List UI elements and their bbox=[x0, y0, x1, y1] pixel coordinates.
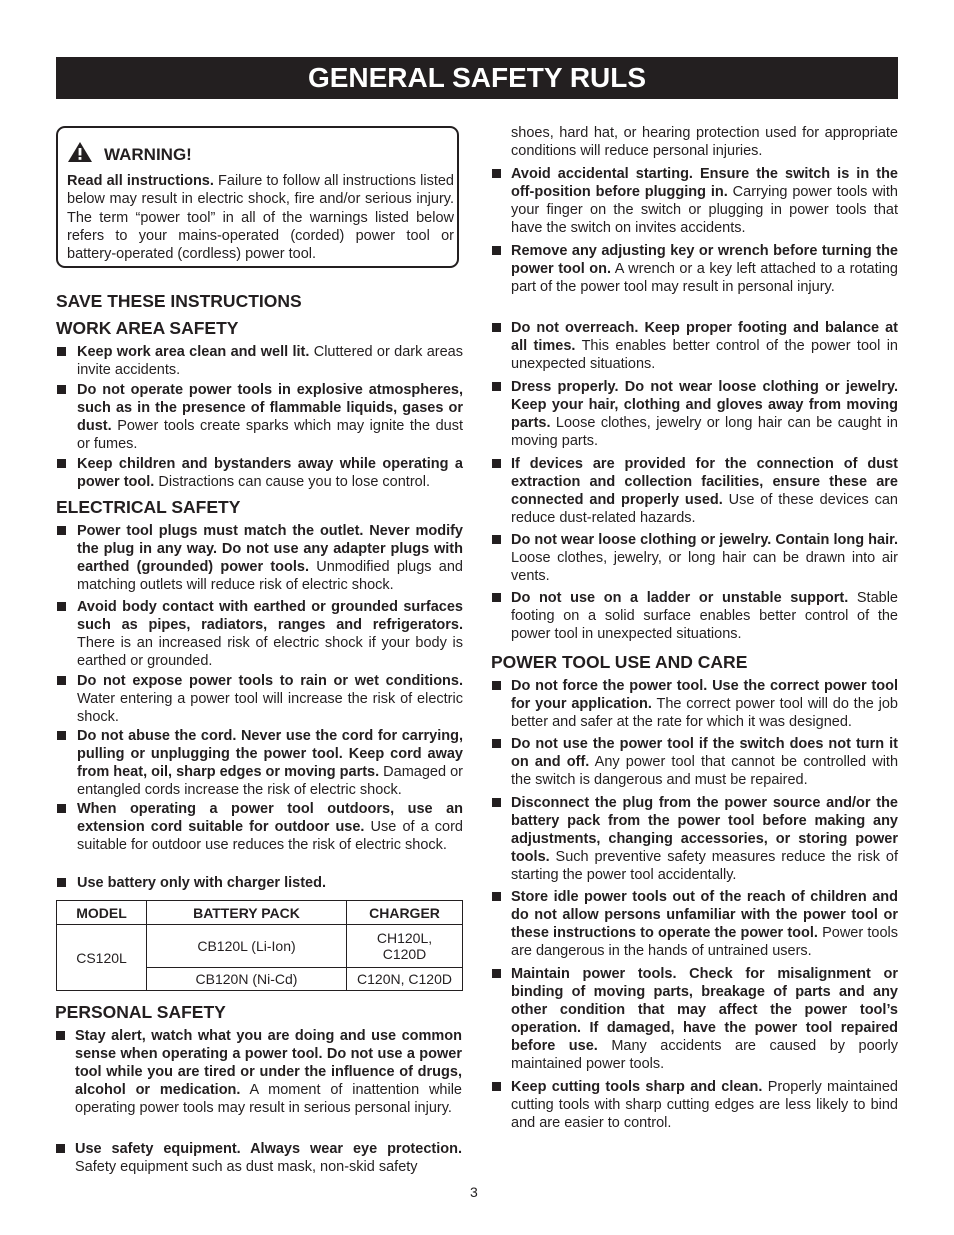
bullet-icon bbox=[492, 969, 501, 978]
bullet-icon bbox=[57, 602, 66, 611]
bullet-icon bbox=[492, 798, 501, 807]
power-tool-use-heading: POWER TOOL USE AND CARE bbox=[491, 652, 748, 672]
table-cell: CB120L (Li-Ion) bbox=[147, 925, 347, 968]
bullet-icon bbox=[57, 347, 66, 356]
bullet-icon bbox=[57, 731, 66, 740]
list-item-continued: shoes, hard hat, or hearing protection used for appropriate conditions will reduce personal injuries. bbox=[511, 125, 898, 159]
list-item: Do not use the power tool if the switch does not turn it on and off. Any power tool that cannot be controlled with the switch is dangerous and must be repaired. bbox=[511, 736, 899, 788]
bullet-icon bbox=[492, 246, 501, 255]
list-item: If devices are provided for the connection of dust extraction and collection facilities, ensure these are connected and properly used. Use of these devices can reduce dust-related hazards. bbox=[511, 456, 898, 526]
bullet-icon bbox=[492, 593, 501, 602]
bullet-icon bbox=[492, 892, 501, 901]
bullet-icon bbox=[57, 878, 66, 887]
bullet-icon bbox=[492, 169, 501, 178]
table-header: BATTERY PACK bbox=[147, 901, 347, 925]
list-item: Dress properly. Do not wear loose clothing or jewelry. Keep your hair, clothing and gloves away from moving parts. Loose clothes, jewelry or long hair can be caught in moving parts. bbox=[511, 379, 898, 449]
bullet-icon bbox=[492, 323, 501, 332]
bullet-icon bbox=[57, 459, 66, 468]
table-cell: CB120N (Ni-Cd) bbox=[147, 968, 347, 991]
list-item: Use battery only with charger listed. bbox=[77, 875, 326, 891]
battery-charger-table bbox=[56, 900, 463, 991]
list-item: Disconnect the plug from the power source and/or the battery pack from the power tool before making any adjustments, changing accessories, or storing power tools. Such preventive safety measures reduce the risk of starting the power tool accidentally. bbox=[511, 795, 898, 883]
bullet-icon bbox=[57, 385, 66, 394]
list-item: Power tool plugs must match the outlet. Never modify the plug in any way. Do not use any adapter plugs with earthed (grounded) power tools. Unmodified plugs and matching outlets will reduce risk of electric shock. bbox=[77, 523, 463, 593]
bullet-icon bbox=[57, 526, 66, 535]
list-item: Do not force the power tool. Use the correct power tool for your application. The correct power tool will do the job better and safer at the rate for which it was designed. bbox=[511, 678, 898, 730]
list-item: Do not operate power tools in explosive atmospheres, such as in the presence of flammable liquids, gases or dust. Power tools create sparks which may ignite the dust or fumes. bbox=[77, 382, 463, 452]
personal-safety-heading: PERSONAL SAFETY bbox=[55, 1002, 226, 1022]
bullet-icon bbox=[492, 681, 501, 690]
warning-text: Read all instructions. Failure to follow all instructions listed below may result in electric shock, fire and/or serious injury. The term “power tool” in all of the warnings listed below refers to your mains-operated (corded) power tool or battery-operated (cordless) power tool. bbox=[67, 173, 454, 263]
bullet-icon bbox=[492, 535, 501, 544]
work-area-heading: WORK AREA SAFETY bbox=[56, 318, 239, 338]
list-item: Do not use on a ladder or unstable support. Stable footing on a solid surface enables better control of the power tool in unexpected situations. bbox=[511, 590, 898, 642]
table-cell: C120N, C120D bbox=[347, 968, 463, 991]
table-row bbox=[57, 925, 463, 968]
list-item: Maintain power tools. Check for misalignment or binding of moving parts, breakage of parts and any other condition that may affect the power tool’s operation. If damaged, have the power tool repaired before use. Many accidents are caused by poorly maintained power tools. bbox=[511, 966, 899, 1072]
page-title: GENERAL SAFETY RULS bbox=[56, 57, 898, 99]
list-item: Remove any adjusting key or wrench before turning the power tool on. A wrench or a key left attached to a rotating part of the power tool may result in personal injury. bbox=[511, 243, 898, 295]
electrical-safety-heading: ELECTRICAL SAFETY bbox=[56, 497, 241, 517]
list-item: Do not abuse the cord. Never use the cord for carrying, pulling or unplugging the power tool. Keep cord away from heat, oil, sharp edges or moving parts. Damaged or entangled cords increase the risk of electric shock. bbox=[77, 728, 463, 798]
bullet-icon bbox=[492, 1082, 501, 1091]
list-item: Avoid body contact with earthed or grounded surfaces such as pipes, radiators, ranges and refrigerators. There is an increased risk of electric shock if your body is earthed or grounded. bbox=[77, 599, 463, 669]
bullet-icon bbox=[492, 382, 501, 391]
bullet-icon bbox=[57, 804, 66, 813]
table-cell: CH120L, C120D bbox=[347, 925, 463, 968]
bullet-icon bbox=[57, 676, 66, 685]
list-item: Keep cutting tools sharp and clean. Properly maintained cutting tools with sharp cutting edges are less likely to bind and are easier to control. bbox=[511, 1079, 898, 1131]
page-number: 3 bbox=[470, 1184, 478, 1200]
warning-heading bbox=[68, 142, 192, 165]
warning-triangle-icon bbox=[68, 142, 92, 162]
list-item: Use safety equipment. Always wear eye protection. Safety equipment such as dust mask, non-skid safety bbox=[75, 1141, 462, 1175]
table-cell: CS120L bbox=[57, 925, 147, 991]
table-header-row bbox=[57, 901, 463, 925]
list-item: Avoid accidental starting. Ensure the switch is in the off-position before plugging in. Carrying power tools with your finger on the switch or plugging in power tools that have the switch on invites accidents. bbox=[511, 166, 898, 236]
table-header: MODEL bbox=[57, 901, 147, 925]
list-item: Keep children and bystanders away while operating a power tool. Distractions can cause you to lose control. bbox=[77, 456, 463, 490]
warning-title: WARNING! bbox=[104, 145, 192, 164]
list-item: When operating a power tool outdoors, use an extension cord suitable for outdoor use. Use of a cord suitable for outdoor use reduces the risk of electric shock. bbox=[77, 801, 463, 853]
list-item: Do not overreach. Keep proper footing and balance at all times. This enables better control of the power tool in unexpected situations. bbox=[511, 320, 898, 372]
warning-box bbox=[56, 126, 459, 268]
list-item: Keep work area clean and well lit. Cluttered or dark areas invite accidents. bbox=[77, 344, 463, 378]
bullet-icon bbox=[56, 1144, 65, 1153]
list-item: Do not wear loose clothing or jewelry. Contain long hair. Loose clothes, jewelry, or long hair can be drawn into air vents. bbox=[511, 532, 898, 584]
list-item: Stay alert, watch what you are doing and use common sense when operating a power tool. Do not use a power tool while you are tired or under the influence of drugs, alcohol or medication. A moment of inattention while operating power tools may result in serious personal injury. bbox=[75, 1028, 462, 1116]
bullet-icon bbox=[56, 1031, 65, 1040]
bullet-icon bbox=[492, 739, 501, 748]
list-item: Do not expose power tools to rain or wet conditions. Water entering a power tool will increase the risk of electric shock. bbox=[77, 673, 463, 725]
list-item: Store idle power tools out of the reach of children and do not allow persons unfamiliar with the power tool or these instructions to operate the power tool. Power tools are dangerous in the hands of untrained users. bbox=[511, 889, 898, 959]
table-header: CHARGER bbox=[347, 901, 463, 925]
bullet-icon bbox=[492, 459, 501, 468]
save-instructions-heading: SAVE THESE INSTRUCTIONS bbox=[56, 291, 302, 311]
